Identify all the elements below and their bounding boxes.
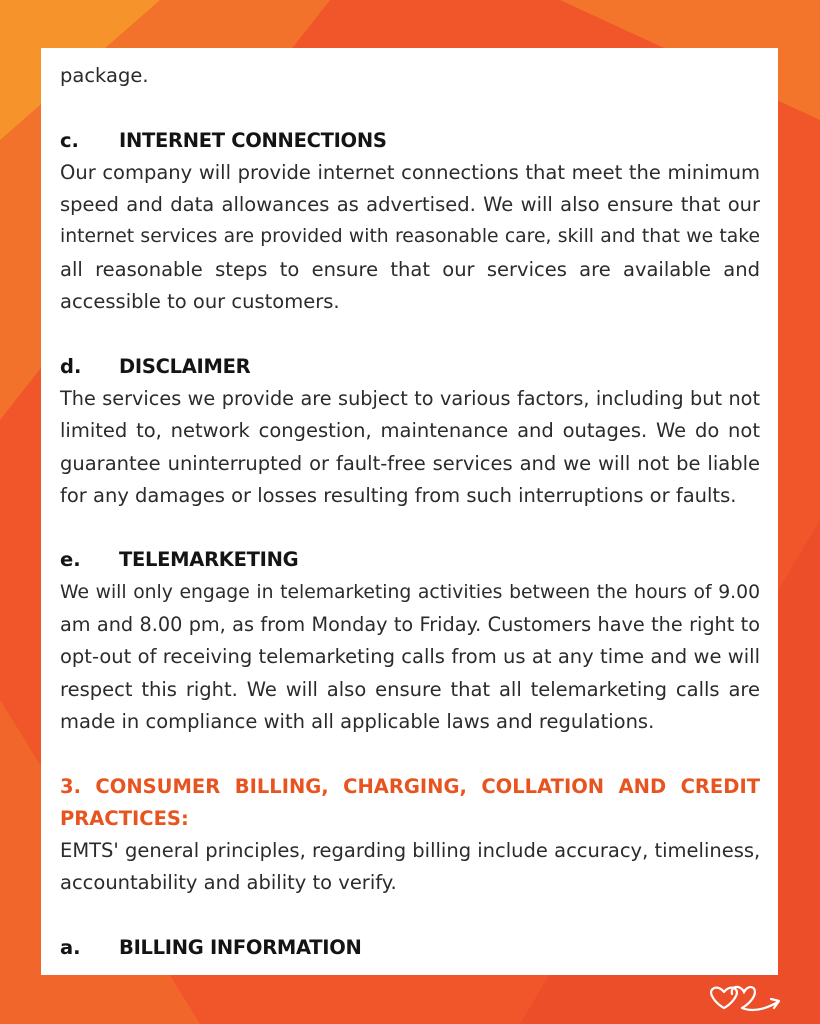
section-e-letter: e. <box>60 548 81 572</box>
section-d-line: guarantee uninterrupted or fault-free services and we will not be liable <box>60 451 760 475</box>
section-d-line: for any damages or losses resulting from such interruptions or faults. <box>60 483 737 507</box>
section-c-letter: c. <box>60 128 79 152</box>
section-a-title: BILLING INFORMATION <box>119 936 362 960</box>
section-a-heading <box>60 932 760 964</box>
billing-line: EMTS' general principles, regarding billing include accuracy, timeliness, <box>60 839 761 863</box>
section-c-title: INTERNET CONNECTIONS <box>119 128 387 152</box>
section-d-title: DISCLAIMER <box>119 354 251 378</box>
section-e-line: made in compliance with all applicable laws and regulations. <box>60 709 655 733</box>
section-c-line: all reasonable steps to ensure that our services are available and <box>60 257 760 281</box>
content-card <box>41 48 778 975</box>
section-d-line: The services we provide are subject to various factors, including but not <box>60 386 760 410</box>
section-e-heading <box>60 544 760 576</box>
section-e-title: TELEMARKETING <box>119 548 299 572</box>
section-c-line: internet services are provided with reasonable care, skill and that we take <box>60 226 760 248</box>
section-c-heading <box>60 125 760 157</box>
section-a-letter: a. <box>60 936 81 960</box>
section-c-line: speed and data allowances as advertised. We will also ensure that our <box>60 193 760 217</box>
billing-heading: 3. CONSUMER BILLING, CHARGING, COLLATION AND CREDIT <box>60 774 760 798</box>
section-e-line: respect this right. We will also ensure that all telemarketing calls are <box>60 677 760 701</box>
section-e-line: We will only engage in telemarketing activities between the hours of 9.00 <box>60 581 760 603</box>
intro-line: package. <box>60 64 149 87</box>
billing-line: accountability and ability to verify. <box>60 871 397 895</box>
section-d-heading <box>60 351 760 383</box>
document-body <box>60 60 760 964</box>
section-c-line: accessible to our customers. <box>60 290 340 314</box>
section-e-line: am and 8.00 pm, as from Monday to Friday. Customers have the right to <box>60 613 760 637</box>
billing-heading: PRACTICES: <box>60 806 189 830</box>
heart-swirl-arrow-icon <box>706 978 786 1018</box>
section-d-line: limited to, network congestion, maintenance and outages. We do not <box>60 419 760 443</box>
section-d-letter: d. <box>60 354 82 378</box>
section-c-line: Our company will provide internet connections that meet the minimum <box>60 160 760 184</box>
section-e-line: opt-out of receiving telemarketing calls from us at any time and we will <box>60 645 760 669</box>
